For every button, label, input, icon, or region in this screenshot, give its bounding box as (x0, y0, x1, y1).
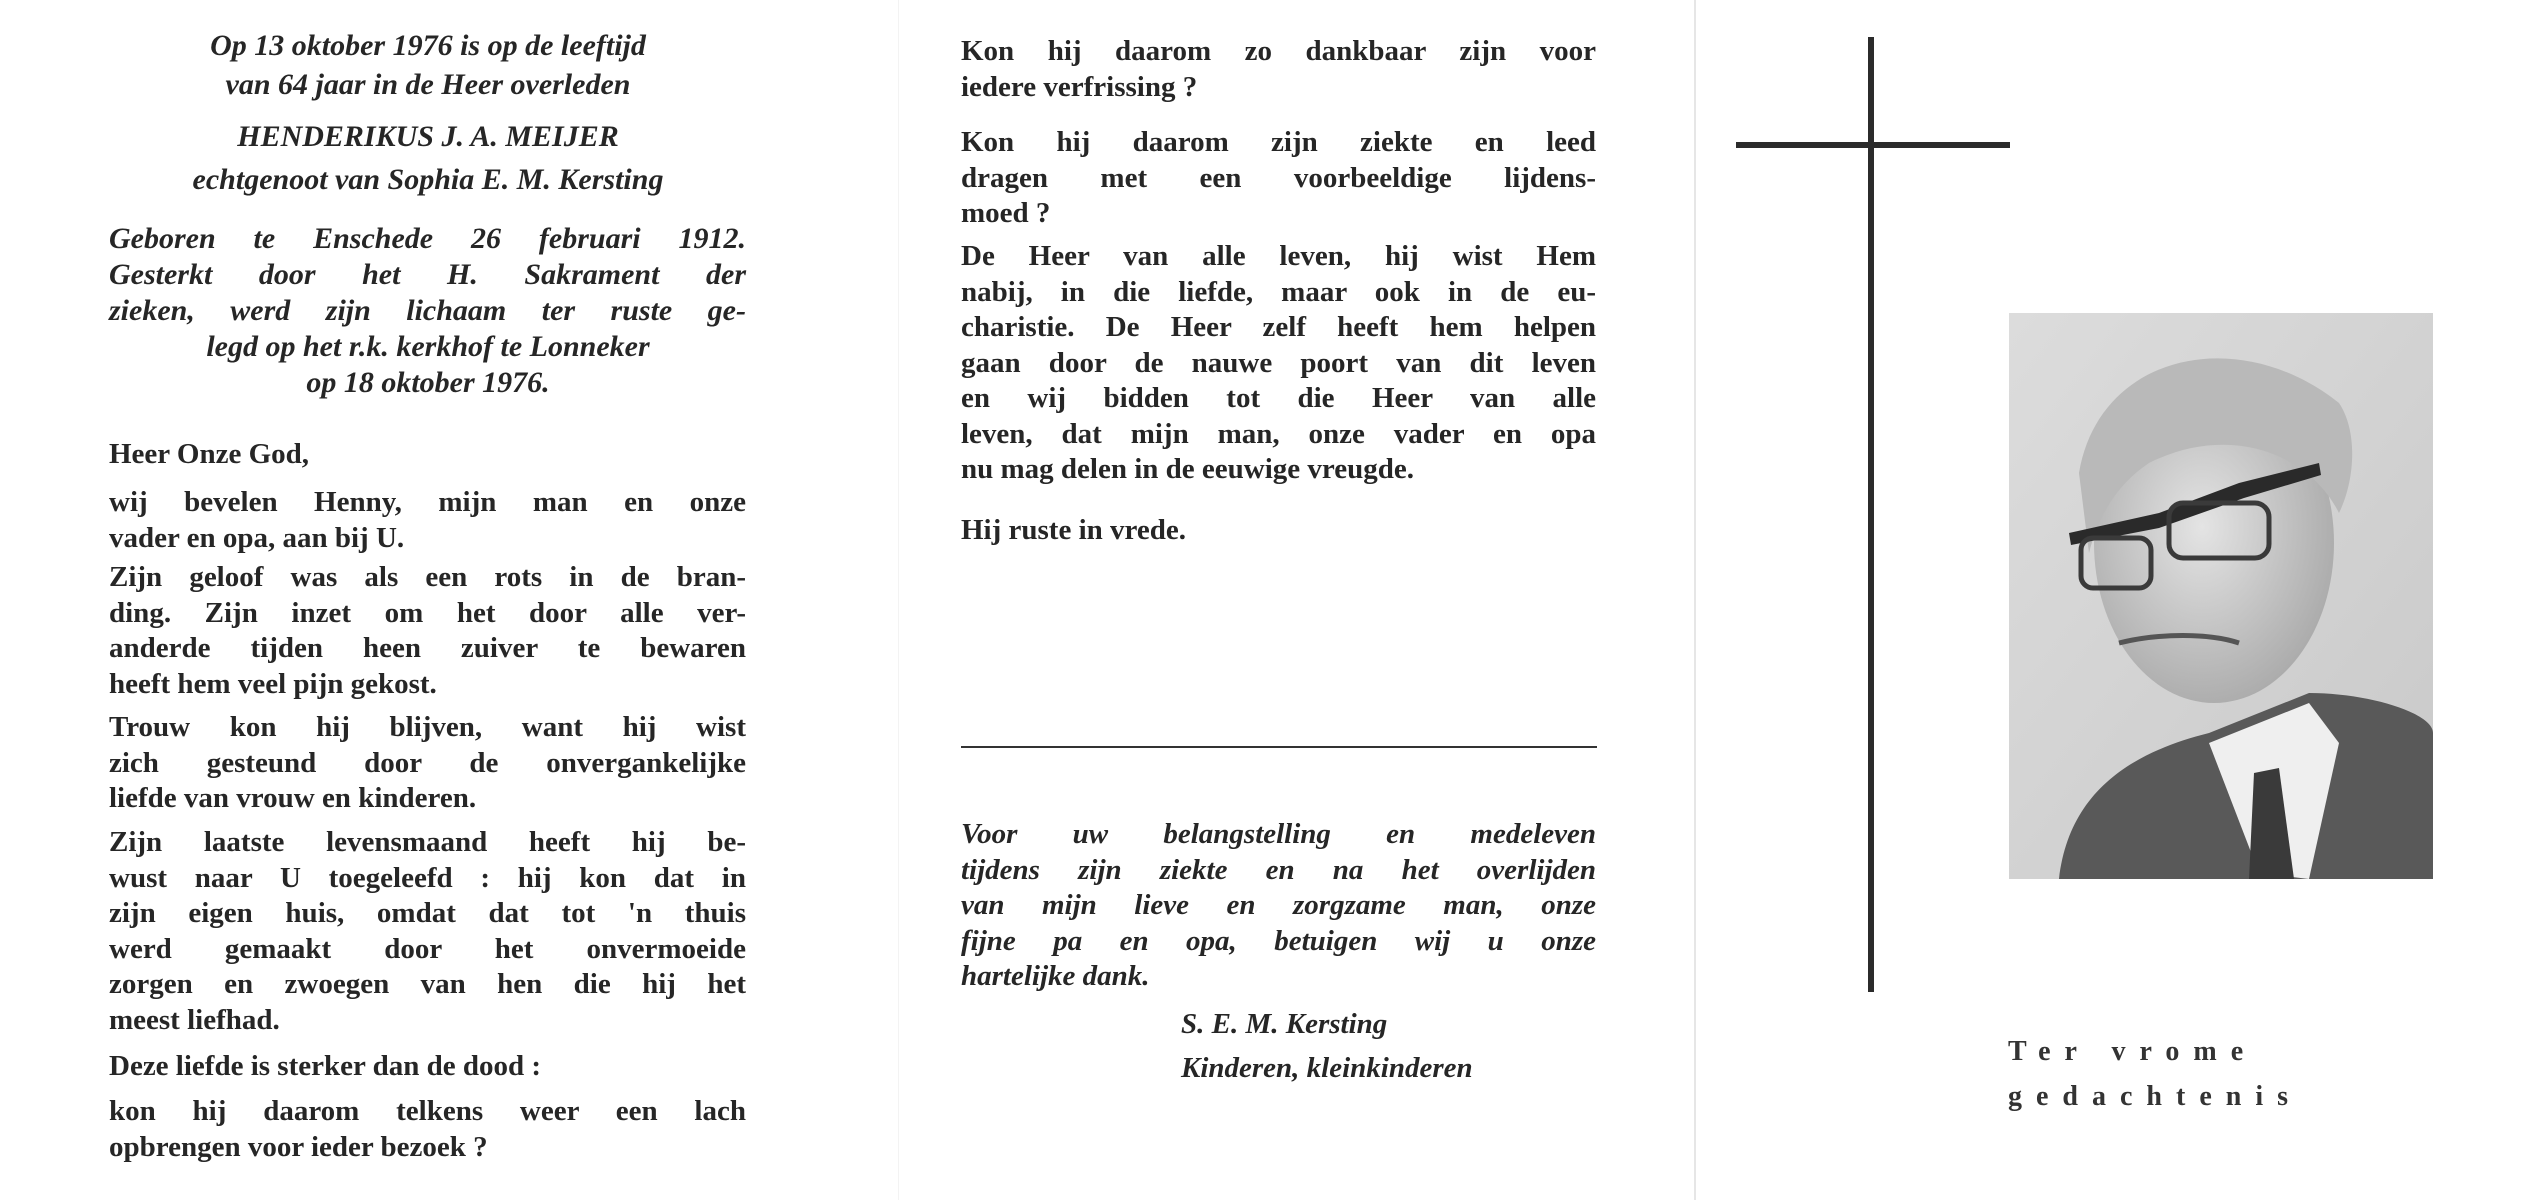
text-paragraph (961, 34, 1597, 105)
text-line: en wij bidden tot die Heer van alle (961, 382, 1596, 414)
text-line: Gesterkt door het H. Sakrament der (109, 258, 746, 291)
memorial-line-2: gedachtenis (2008, 1081, 2302, 1112)
birth-burial-text (109, 221, 747, 401)
prayer-paragraph (109, 485, 747, 556)
text-line: Deze liefde is sterker dan de dood : (109, 1050, 541, 1082)
portrait-photo (2009, 313, 2433, 879)
text-line: werd gemaakt door het onvermoeide (109, 932, 746, 965)
text-line: van mijn lieve en zorgzame man, onze (961, 889, 1596, 921)
prayer-paragraph (109, 1049, 747, 1085)
text-line: De Heer van alle leven, hij wist Hem (961, 240, 1596, 272)
text-line: moed ? (961, 197, 1051, 229)
text-line: Trouw kon hij blijven, want hij wist (109, 711, 746, 743)
text-line: liefde van vrouw en kinderen. (109, 782, 477, 814)
text-line: anderde tijden heen zuiver te bewaren (109, 632, 746, 664)
prayer-paragraph (109, 560, 747, 702)
text-line: zorgen en zwoegen van hen die hij het (109, 968, 746, 1000)
text-line: leven, dat mijn man, onze vader en opa (961, 417, 1596, 450)
text-line: nu mag delen in de eeuwige vreugde. (961, 453, 1414, 485)
text-paragraph (961, 239, 1597, 488)
left-panel (0, 0, 900, 1200)
text-line: dragen met een voorbeeldige lijdens- (961, 161, 1596, 194)
text-line: zieken, werd zijn lichaam ter ruste ge- (109, 294, 746, 327)
text-line: Geboren te Enschede 26 februari 1912. (109, 222, 746, 255)
text-line: charistie. De Heer zelf heeft hem helpen (961, 311, 1596, 343)
text-line: fijne pa en opa, betuigen wij u onze (961, 924, 1596, 957)
text-paragraph (961, 125, 1597, 232)
text-line: opbrengen voor ieder bezoek ? (109, 1130, 488, 1163)
prayer-opening (109, 437, 747, 473)
separator-line (961, 746, 1597, 748)
text-line: meest liefhad. (109, 1003, 280, 1036)
text-line: van 64 jaar in de Heer overleden (225, 68, 631, 101)
text-line: HENDERIKUS J. A. MEIJER (237, 120, 619, 153)
text-line: heeft hem veel pijn gekost. (109, 667, 437, 700)
text-line: Zijn laatste levensmaand heeft hij be- (109, 826, 746, 858)
text-line: iedere verfrissing ? (961, 70, 1198, 103)
text-line: legd op het r.k. kerkhof te Lonneker (206, 330, 650, 363)
text-line: echtgenoot van Sophia E. M. Kersting (192, 163, 664, 196)
text-line: wust naar U toegeleefd : hij kon dat in (109, 861, 746, 894)
text-line: op 18 oktober 1976. (306, 366, 550, 399)
text-line: Kon hij daarom zijn ziekte en leed (961, 126, 1596, 158)
fold-line (898, 0, 899, 1200)
text-line: gaan door de nauwe poort van dit leven (961, 346, 1596, 379)
text-line: Voor uw belangstelling en medeleven (961, 818, 1596, 850)
text-line: ding. Zijn inzet om het door alle ver- (109, 596, 746, 629)
text-line: zijn eigen huis, omdat dat tot 'n thuis (109, 897, 746, 929)
thanks-text (961, 817, 1597, 995)
text-line: kon hij daarom telkens weer een lach (109, 1095, 746, 1127)
text-line: vader en opa, aan bij U. (109, 521, 405, 554)
text-line: Op 13 oktober 1976 is op de leeftijd (210, 29, 646, 62)
text-line: Heer Onze God, (109, 438, 310, 470)
deceased-name (109, 117, 747, 156)
closing-line (961, 513, 1597, 549)
text-line: wij bevelen Henny, mijn man en onze (109, 486, 746, 518)
spouse-line (109, 160, 747, 199)
signature (1181, 1002, 1597, 1090)
text-line: tijdens zijn ziekte en na het overlijden (961, 853, 1596, 886)
middle-panel (900, 0, 1694, 1200)
memorial-line-1: Ter vrome (2008, 1036, 2258, 1067)
prayer-paragraph (109, 1094, 747, 1165)
cross-icon (1868, 37, 1874, 992)
text-line: S. E. M. Kersting (1181, 1008, 1388, 1040)
cross-icon-bar (1736, 142, 2010, 148)
text-line: Zijn geloof was als een rots in de bran- (109, 561, 746, 593)
text-line: hartelijke dank. (961, 960, 1150, 992)
text-line: Hij ruste in vrede. (961, 514, 1186, 546)
text-line: Kinderen, kleinkinderen (1181, 1052, 1473, 1084)
prayer-paragraph (109, 710, 747, 817)
text-line: zich gesteund door de onvergankelijke (109, 746, 746, 779)
announcement (109, 26, 747, 104)
text-line: Kon hij daarom zo dankbaar zijn voor (961, 35, 1596, 67)
prayer-paragraph (109, 825, 747, 1038)
text-line: nabij, in die liefde, maar ook in de eu- (961, 275, 1596, 308)
